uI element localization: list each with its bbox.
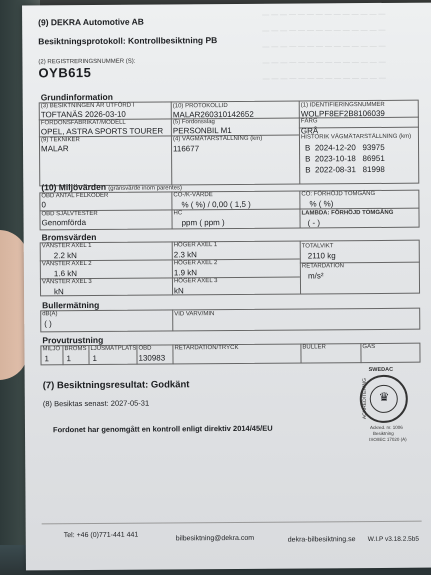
db-value: ( ) bbox=[44, 319, 52, 329]
seal-line-3: ISO/IEC 17020 (A) bbox=[369, 436, 407, 443]
co-value: % ( %) / 0,00 ( 1,5 ) bbox=[181, 199, 251, 210]
total-value: 2110 kg bbox=[307, 251, 336, 261]
varv-label: VID VARV/MIN bbox=[174, 311, 215, 318]
seal-top-text: SWEDAC bbox=[368, 366, 394, 374]
slag-label: (5) Fordonsslag bbox=[172, 119, 215, 126]
prov-col-label: BROMS bbox=[64, 346, 87, 353]
prov-col-value: 1 bbox=[92, 353, 97, 363]
sjalv-label: OBD SJÄLVTESTER bbox=[41, 210, 98, 218]
obd-label: OBD ANTAL FELKODER bbox=[41, 192, 109, 200]
reg-number: OYB615 bbox=[38, 64, 92, 81]
ret-label: RETARDATION bbox=[301, 263, 345, 270]
co-label: CO-/K-VÄRDE bbox=[173, 192, 213, 199]
hc-label: HC bbox=[173, 210, 183, 217]
prov-col-label: BULLER bbox=[302, 344, 326, 351]
prov-col-value: 1 bbox=[66, 354, 71, 364]
senast: (8) Besiktas senast: 2027-05-31 bbox=[42, 398, 150, 409]
matar-label: (4) VÄGMÄTARSTÄLLNING (km) bbox=[172, 135, 263, 143]
footer-version: W.I.P v3.18.2.5b5 bbox=[367, 535, 419, 544]
crown-icon: ♛ bbox=[378, 389, 390, 404]
prov-col-label: LJUSMÄTPLATS bbox=[90, 345, 137, 352]
sjalv-value: Genomförda bbox=[41, 218, 87, 228]
historik-row: B 2022-08-31 81998 bbox=[305, 164, 385, 175]
protocol-title: Besiktningsprotokoll: Kontrollbesiktning PB bbox=[38, 35, 218, 47]
prov-col-label: GAS bbox=[362, 343, 376, 351]
va3-label: VÄNSTER AXEL 3 bbox=[41, 278, 92, 286]
reg-label: (2) REGISTRERINGSNUMMER (S): bbox=[38, 58, 136, 66]
ha3-label: HÖGER AXEL 3 bbox=[173, 278, 218, 285]
miljo-title: (10) Miljövärden (gränsvärde inom parentes) bbox=[41, 181, 182, 193]
prov-col-value: 1 bbox=[44, 354, 49, 364]
buller-title: Bullermätning bbox=[42, 299, 100, 311]
brom-title: Bromsvärden bbox=[41, 231, 97, 243]
historik-row: B 2023-10-18 86951 bbox=[305, 153, 385, 164]
footer-email: bilbesiktning@dekra.com bbox=[175, 534, 255, 543]
lambda-label: LAMBDA: FÖRHÖJD TOMGÅNG bbox=[301, 209, 394, 217]
historik-label: HISTORIK VÄGMÄTARSTÄLLNING (km) bbox=[300, 133, 412, 141]
footer-web: dekra-bilbesiktning.se bbox=[287, 536, 356, 544]
total-label: TOTALVIKT bbox=[301, 243, 334, 250]
protokoll-value: MALAR260310142652 bbox=[172, 109, 254, 120]
seal-side-text: ACKREDITERING bbox=[361, 377, 368, 420]
ha1-label: HÖGER AXEL 1 bbox=[173, 242, 218, 249]
company-name: (9) DEKRA Automotive AB bbox=[38, 16, 144, 28]
utford-label: (3) BESIKTNINGEN ÄR UTFÖRD I bbox=[40, 102, 135, 110]
direktiv: Fordonet har genomgått en kontroll enligt direktiv 2014/45/EU bbox=[52, 423, 273, 435]
prov-col-label: RETARDATION/TRYCK bbox=[174, 344, 239, 352]
farg-value: GRÅ bbox=[300, 126, 319, 136]
seal-line-2: Besiktning bbox=[373, 430, 394, 437]
slag-value: PERSONBIL M1 bbox=[172, 125, 232, 136]
prov-col-value: 130983 bbox=[138, 353, 166, 363]
obd-value: 0 bbox=[41, 200, 46, 210]
ident-value: WOLPF8EF2B8106039 bbox=[300, 108, 385, 119]
va2-value: 1.6 kN bbox=[53, 269, 78, 279]
ret-value: m/s² bbox=[307, 271, 324, 281]
protokoll-label: (10) PROTOKOLLID bbox=[172, 103, 228, 110]
tekniker-label: (9) TEKNIKER bbox=[40, 137, 80, 144]
ha3-value: kN bbox=[173, 286, 184, 296]
co-tomgang-value: % ( %) bbox=[309, 199, 334, 209]
db-label: dB(A) bbox=[42, 311, 58, 318]
ha1-value: 2.3 kN bbox=[173, 250, 197, 260]
utford-value: TOFTANÄS 2026-03-10 bbox=[40, 109, 126, 120]
inspection-document: — — — — — — — — — — — — — — — — — — — — — — — — — — — — — — — — — — — — — — — — — — — — — — — — — — — — — — — — — — — — — — — — — — — — — — (9) DEKRA Automotive AB Besiktningsprotokoll: Kontrollbesiktning PB (2) REGISTRERINGSNUMMER (S): OYB615 Grundinformation (3) BESIKTNINGEN ÄR UTFÖRD I TOFTANÄS 2026-03-10 (10) PROTOKOLLID MALAR260310142652 (1) IDENTIFIERINGSNUMMER WOLPF8EF2B8106039 FORDONSFABRIKAT/MODELL OPEL, ASTRA SPORTS TOURER (5) Fordonsslag PERSONBIL M1 FÄRG GRÅ (9) TEKNIKER MALAR (4) VÄGMÄTARSTÄLLNING (km) 116677 HISTORIK VÄGMÄTARSTÄLLNING (km) B 2024-12-20 93975 B 2023-10-18 86951 B 2022-08-31 81998 (10) Miljövärden (gränsvärde inom parentes) OBD ANTAL FELKODER 0 CO-/K-VÄRDE % ( %) / 0,00 ( 1,5 ) CO: FÖRHÖJD TOMGÅNG % ( %) OBD SJÄLVTESTER Genomförda HC ppm ( ppm ) LAMBDA: FÖRHÖJD TOMGÅNG ( - ) Bromsvärden VÄNSTER AXEL 1 2.2 kN HÖGER AXEL 1 2.3 kN TOTALVIKT 2110 kg VÄNSTER AXEL 2 1.6 kN HÖGER AXEL 2 1.9 kN RETARDATION m/s² VÄNSTER AXEL 3 kN HÖGER AXEL 3 kN Bullermätning dB(A) ( ) VID VARV/MIN Provutrustning MILJÖ 1 BROMS 1 LJUSMÄTPLATS 1 OBD 130983 RETARDATION/TRYCK BULLER GAS (7) Besiktningsresultat: Godkänt (8) Besiktas senast: 2027-05-31 Fordonet har genomgått en kontroll enligt direktiv 2014/45/EU ♛ SWEDAC ACKREDITERING Ackred. nr. 1006 Besiktning ISO/IEC 17020 (A) Tel: +46 (0)771-441 441 bilbesiktning@dekra.com dekra-bilbesiktning.se W.I.P v3.18.2.5b5 bbox=[22, 3, 431, 571]
matar-value: 116677 bbox=[173, 144, 200, 154]
prov-col-label: MILJÖ bbox=[42, 346, 61, 353]
seal-line-1: Ackred. nr. 1006 bbox=[369, 424, 403, 431]
lambda-value: ( - ) bbox=[307, 218, 321, 228]
va2-label: VÄNSTER AXEL 2 bbox=[41, 260, 92, 268]
va1-value: 2.2 kN bbox=[53, 251, 77, 261]
prov-title: Provutrustning bbox=[42, 334, 104, 346]
ha2-value: 1.9 kN bbox=[173, 268, 198, 278]
brom-table bbox=[40, 240, 420, 297]
co-tomgang-label: CO: FÖRHÖJD TOMGÅNG bbox=[301, 190, 376, 198]
ha2-label: HÖGER AXEL 2 bbox=[173, 260, 218, 267]
historik-row: B 2024-12-20 93975 bbox=[305, 142, 385, 153]
prov-col-label: OBD bbox=[138, 345, 152, 352]
farg-label: FÄRG bbox=[300, 118, 318, 125]
fabrikat-label: FORDONSFABRIKAT/MODELL bbox=[40, 119, 126, 127]
hc-value: ppm ( ppm ) bbox=[181, 218, 225, 228]
buller-table bbox=[40, 308, 420, 333]
va1-label: VÄNSTER AXEL 1 bbox=[41, 242, 92, 250]
fabrikat-value: OPEL, ASTRA SPORTS TOURER bbox=[40, 126, 164, 137]
va3-value: kN bbox=[54, 287, 64, 297]
footer-tel: Tel: +46 (0)771-441 441 bbox=[63, 531, 139, 540]
tekniker-value: MALAR bbox=[41, 144, 69, 154]
grund-title: Grundinformation bbox=[40, 91, 113, 103]
ident-label: (1) IDENTIFIERINGSNUMMER bbox=[300, 101, 385, 109]
result-title: (7) Besiktningsresultat: Godkänt bbox=[42, 379, 190, 392]
